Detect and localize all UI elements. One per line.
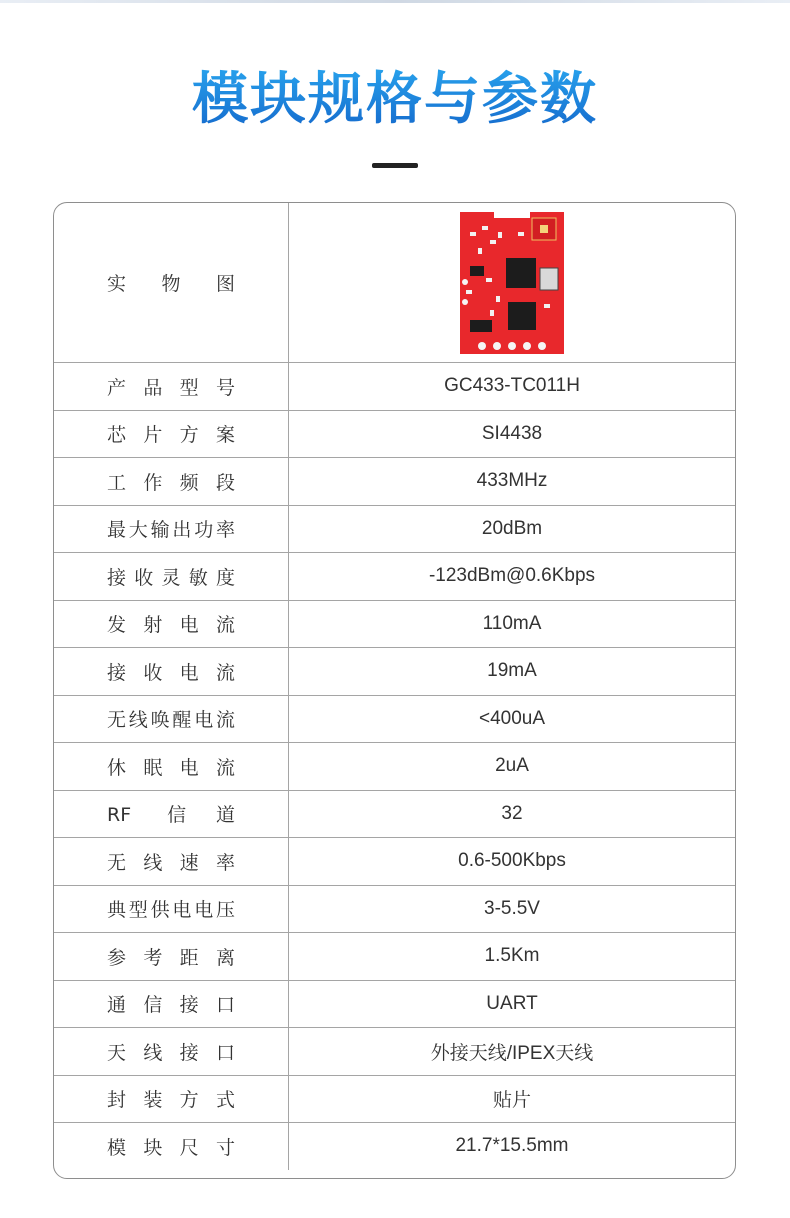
row-label: 休眠电流 (107, 756, 235, 779)
value-cell: -123dBm@0.6Kbps (428, 565, 596, 587)
row-label: 典型供电电压 (107, 899, 235, 922)
value-cell: 20dBm (481, 517, 543, 539)
value-cell: 21.7*15.5mm (455, 1135, 569, 1157)
rf-module-photo (460, 212, 564, 354)
table-row (54, 362, 735, 410)
row-label: 工作频段 (107, 471, 235, 494)
row-label: 最大输出功率 (107, 519, 235, 542)
row-label: 封装方式 (107, 1089, 235, 1112)
row-label: 接收电流 (107, 661, 235, 684)
table-row (54, 932, 735, 980)
table-row (54, 790, 735, 838)
value-cell: 19mA (487, 660, 537, 682)
label-cell (54, 1028, 289, 1075)
table-row (54, 1075, 735, 1123)
row-label: 无线速率 (107, 851, 235, 874)
table-row (54, 457, 735, 505)
row-label: 产品型号 (107, 376, 235, 399)
table-row (54, 837, 735, 885)
label-cell (54, 696, 289, 743)
value-cell: 外接天线/IPEX天线 (430, 1042, 594, 1064)
label-cell (54, 933, 289, 980)
label-cell (54, 506, 289, 553)
label-cell (54, 601, 289, 648)
table-row-image (54, 203, 735, 362)
label-cell (54, 791, 289, 838)
label-cell (54, 363, 289, 410)
table-row (54, 410, 735, 458)
label-cell (54, 458, 289, 505)
table-row (54, 980, 735, 1028)
value-cell (289, 203, 735, 362)
value-cell: 贴片 (492, 1090, 531, 1112)
row-label: 参考距离 (107, 946, 235, 969)
table-row (54, 742, 735, 790)
label-cell (54, 981, 289, 1028)
label-cell (54, 1123, 289, 1170)
row-label: 模块尺寸 (107, 1136, 235, 1159)
row-label: 接收灵敏度 (107, 566, 235, 589)
label-cell (54, 838, 289, 885)
value-cell: UART (486, 992, 538, 1014)
value-cell: <400uA (478, 707, 546, 729)
title-underline (372, 163, 418, 168)
table-row (54, 1027, 735, 1075)
table-row (54, 552, 735, 600)
row-label: 无线唤醒电流 (107, 709, 235, 732)
table-row (54, 885, 735, 933)
value-cell: 0.6-500Kbps (458, 850, 566, 872)
row-label: 实物图 (107, 273, 235, 295)
value-cell: SI4438 (481, 422, 543, 444)
row-label: 芯片方案 (107, 424, 235, 447)
label-cell (54, 648, 289, 695)
row-label: 天线接口 (107, 1041, 235, 1064)
top-divider (0, 0, 790, 3)
table-row (54, 695, 735, 743)
row-label: RF 信道 (107, 804, 235, 827)
table-row (54, 600, 735, 648)
label-cell (54, 1076, 289, 1123)
value-cell: GC433-TC011H (444, 375, 580, 397)
label-cell (54, 203, 289, 362)
page-title: 模块规格与参数 (0, 60, 790, 140)
label-cell (54, 553, 289, 600)
table-row (54, 647, 735, 695)
spec-table (53, 202, 736, 1179)
value-cell: 3-5.5V (484, 897, 540, 919)
label-cell (54, 743, 289, 790)
value-cell: 110mA (482, 612, 542, 634)
label-cell (54, 886, 289, 933)
row-label: 发射电流 (107, 614, 235, 637)
label-cell (54, 411, 289, 458)
row-label: 通信接口 (107, 994, 235, 1017)
table-row (54, 1122, 735, 1170)
table-row (54, 505, 735, 553)
value-cell: 32 (501, 802, 523, 824)
value-cell: 1.5Km (484, 945, 540, 967)
value-cell: 433MHz (476, 470, 548, 492)
value-cell: 2uA (495, 755, 529, 777)
